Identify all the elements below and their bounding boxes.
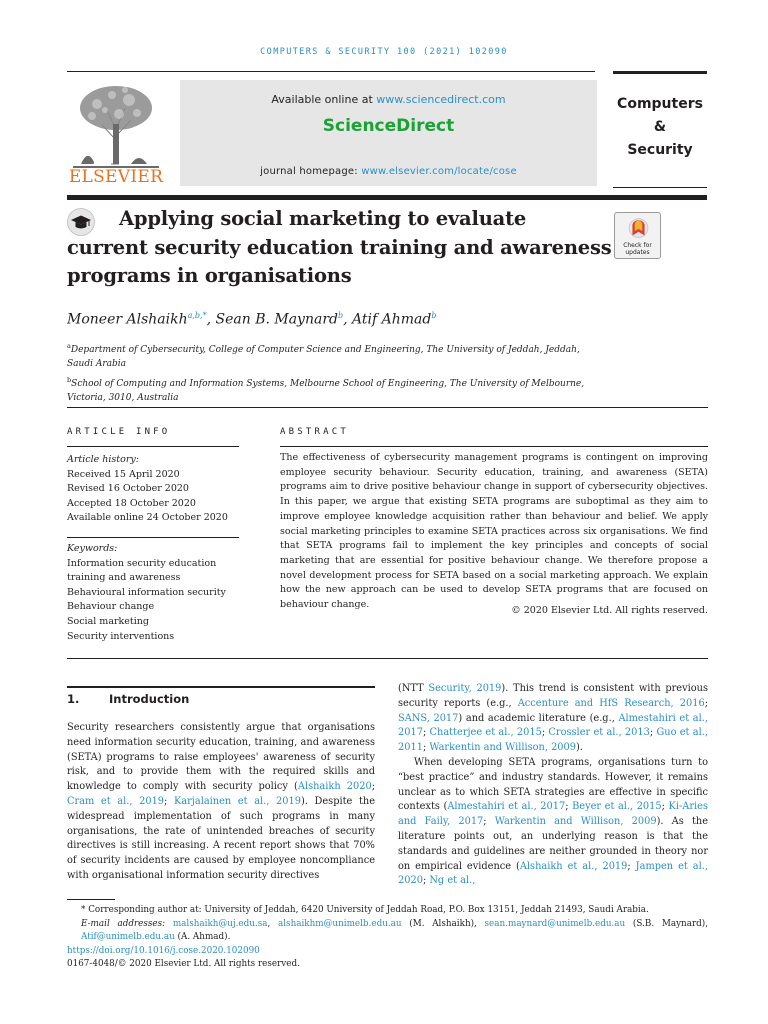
text-run: ;	[422, 875, 430, 887]
reference-link[interactable]: Ng et al.,	[429, 875, 476, 887]
text-run: ;	[422, 742, 430, 754]
issn-line: 0167-4048/© 2020 Elsevier Ltd. All rights reserved.	[67, 959, 300, 969]
reference-link[interactable]: Karjalainen et al., 2019	[173, 795, 301, 807]
reference-link[interactable]: Accenture and HfS Research, 2016	[517, 697, 705, 709]
abstract-copyright: © 2020 Elsevier Ltd. All rights reserved.	[511, 605, 708, 616]
section-heading-rule	[67, 686, 375, 688]
text-run: When developing SETA programs, organisations turn to “best practice” and industry standards. However, it remains unclear as to which SETA strategies are effective in specific contexts (	[398, 756, 708, 813]
section-title: Introduction	[109, 692, 190, 706]
affiliation-b: $^b$School of Computing and Information Systems, Melbourne School of Engineering, The University of Melbourne, Victoria, 3010, Australia	[67, 376, 585, 403]
journal-name-box	[613, 71, 707, 188]
text-run: ;	[565, 801, 573, 813]
author-list: Moneer Alshaikh$^{a,b,*}$, Sean B. Maynard$^b$, Atif Ahmad$^b$	[67, 311, 437, 328]
text-run: ;	[661, 801, 669, 813]
author-affiliation-mark[interactable]: b	[338, 311, 344, 320]
article-history	[67, 453, 242, 526]
sciencedirect-brand: ScienceDirect	[322, 116, 455, 136]
affiliation-a: $^a$Department of Cybersecurity, College of Computer Science and Engineering, The University of Jeddah, Jeddah, Saudi Arabia	[67, 342, 580, 369]
section-number: 1.	[67, 692, 80, 706]
check-updates-label: Check for updates	[623, 242, 652, 256]
reference-link[interactable]: Ki-Aries and Faily, 2017	[398, 801, 708, 828]
journal-citation: COMPUTERS & SECURITY 100 (2021) 102090	[260, 47, 508, 57]
text-run: ;	[649, 727, 657, 739]
keyword: Behavioural information security	[67, 586, 226, 598]
body-column-right	[398, 682, 708, 889]
reference-link[interactable]: Guo et al., 2011	[398, 727, 708, 754]
footnote-rule	[67, 899, 115, 900]
reference-link[interactable]: Alshaikh 2020	[297, 781, 372, 793]
sciencedirect-banner	[180, 80, 597, 186]
keyword: Social marketing	[67, 615, 149, 627]
keyword: Behaviour change	[67, 601, 155, 613]
text-run: ).	[576, 742, 583, 754]
keyword: Security interventions	[67, 630, 175, 642]
doi-link[interactable]: https://doi.org/10.1016/j.cose.2020.102090	[67, 945, 260, 956]
text-run: ). As the literature points out, an underlying reason is that the standards and guidelines are neither grounded in theory nor on empirical evidence (	[398, 816, 708, 872]
article-info-rule	[67, 446, 239, 447]
footnotes	[67, 904, 708, 972]
text-run: (M. Alshaikh),	[401, 918, 485, 929]
text-run: (A. Ahmad).	[174, 932, 231, 942]
reference-link[interactable]: Crossler et al., 2013	[548, 727, 650, 739]
text-run: ;	[541, 727, 549, 739]
keywords-rule	[67, 537, 239, 538]
author-name: Atif Ahmad	[352, 311, 432, 328]
text-run: (S.B. Maynard),	[625, 918, 709, 929]
journal-header	[67, 71, 707, 199]
journal-homepage-text: journal homepage: www.elsevier.com/locate/cose	[260, 166, 517, 177]
section-heading	[67, 688, 375, 706]
author-name: Sean B. Maynard	[215, 311, 338, 328]
corresponding-author-note: * Corresponding author at: University of Jeddah, 6420 University of Jeddah Road, P.O. Box 13151, Jeddah 21493, Saudi Arabia.	[81, 905, 649, 915]
reference-link[interactable]: Alshaikh et al., 2019	[519, 860, 628, 872]
author-affiliation-mark[interactable]: b	[431, 311, 437, 320]
author-affiliation-mark[interactable]: a,b,*	[187, 311, 207, 320]
abstract-rule	[280, 446, 708, 447]
text-run: ). Despite the widespread implementation of such programs in many organisations, the rate of unintended breaches of security directives is still increasing. A recent report shows that 70% of security incidents are caused by employee noncompliance with organisational information security directives	[67, 795, 375, 881]
reference-link[interactable]: Beyer et al., 2015	[572, 801, 662, 813]
text-run	[165, 919, 173, 929]
article-info-heading: ARTICLE INFO	[67, 427, 171, 437]
text-run: Security researchers consistently argue that organisations need information security education, training, and awareness (SETA) programs to raise employees' awareness of security risk, and to provide them with the required skills and knowledge to comply with security policy (	[67, 722, 375, 793]
abstract-text: The effectiveness of cybersecurity management programs is contingent on improving employee security behaviour. Security education, training, and awareness (SETA) programs aim to drive positive behaviour change in support of cybersecurity objectives. In this paper, we argue that existing SETA programs are suboptimal as they aim to improve employee knowledge acquisition rather than behaviour and belief. We apply social marketing principles to examine SETA practices across six organisations. We find that SETA programs fail to implement the key principles and concepts of social marketing that are essential for positive behaviour change. We therefore propose a novel development process for SETA based on a social marketing approach. We explain how the new approach can be used to develop SETA programs that are focused on behaviour change.	[280, 452, 708, 611]
reference-link[interactable]: Warkentin and Willison, 2009	[429, 742, 577, 754]
reference-link[interactable]: Atif@unimelb.edu.au	[81, 932, 175, 942]
available-online-text: Available online at www.sciencedirect.com	[271, 93, 506, 106]
text-run: ,	[267, 918, 278, 929]
reference-link[interactable]: malshaikh@uj.edu.sa	[172, 918, 268, 929]
reference-link[interactable]: Cram et al., 2019	[67, 795, 165, 807]
journal-name: Computers & Security	[617, 96, 703, 158]
reference-link[interactable]: Almestahiri et al., 2017	[398, 712, 708, 739]
text-run: ;	[627, 860, 636, 872]
abstract-heading: ABSTRACT	[280, 427, 349, 437]
text-run: ;	[164, 795, 174, 807]
text-run: ) and academic literature (e.g.,	[458, 712, 619, 724]
keywords	[67, 542, 242, 644]
reference-link[interactable]: Chatterjee et al., 2015	[429, 727, 542, 739]
sciencedirect-link[interactable]: www.sciencedirect.com	[376, 93, 506, 106]
affiliations	[67, 339, 587, 405]
header-top-rule	[67, 71, 595, 72]
section-rule	[67, 407, 708, 408]
text-run: ;	[483, 816, 495, 828]
graduation-cap-icon	[67, 208, 95, 236]
history-entry: Revised 16 October 2020	[67, 483, 189, 495]
reference-link[interactable]: sean.maynard@unimelb.edu.au	[484, 918, 626, 929]
author-name: Moneer Alshaikh	[67, 311, 188, 328]
reference-link[interactable]: SANS, 2017	[398, 712, 459, 724]
text-run: ;	[422, 727, 430, 739]
text-run: ;	[704, 697, 708, 709]
check-for-updates-badge[interactable]	[614, 212, 661, 259]
history-entry: Available online 24 October 2020	[67, 512, 228, 524]
check-updates-icon	[615, 215, 662, 243]
journal-homepage-link[interactable]: www.elsevier.com/locate/cose	[361, 166, 517, 177]
reference-link[interactable]: Almestahiri et al., 2017	[447, 801, 566, 813]
keyword: training and awareness	[67, 572, 181, 584]
history-entry: Accepted 18 October 2020	[67, 497, 196, 509]
reference-link[interactable]: Security, 2019	[428, 683, 502, 694]
publisher-name: ELSEVIER	[68, 167, 164, 187]
intro-paragraph-2	[398, 756, 708, 889]
keywords-label: Keywords:	[67, 543, 118, 554]
paper-title: Applying social marketing to evaluate current security education training and awareness programs in organisations	[67, 207, 612, 287]
text-run: ). This trend is consistent with previous security reports (e.g.,	[398, 683, 709, 709]
reference-link[interactable]: alshaikhm@unimelb.edu.au	[278, 918, 402, 929]
reference-link[interactable]: Warkentin and Willison, 2009	[494, 816, 657, 828]
text-run: ;	[371, 781, 375, 793]
history-label: Article history:	[67, 454, 139, 465]
keyword: Information security education	[67, 557, 217, 569]
header-thick-rule	[67, 195, 707, 200]
body-column-left	[67, 686, 375, 884]
intro-paragraph-1	[67, 721, 375, 884]
body-top-rule	[67, 658, 708, 659]
text-run: (NTT	[398, 683, 429, 694]
history-entry: Received 15 April 2020	[67, 468, 180, 480]
intro-paragraph-1-cont	[398, 682, 708, 756]
email-addresses: E-mail addresses: malshaikh@uj.edu.sa, alshaikhm@unimelb.edu.au (M. Alshaikh), sean.maynard@unimelb.edu.au (S.B. Maynard), Atif@unimelb.edu.au (A. Ahmad).	[81, 918, 709, 942]
reference-link[interactable]: Jampen et al., 2020	[398, 860, 708, 887]
title-block	[67, 205, 612, 291]
